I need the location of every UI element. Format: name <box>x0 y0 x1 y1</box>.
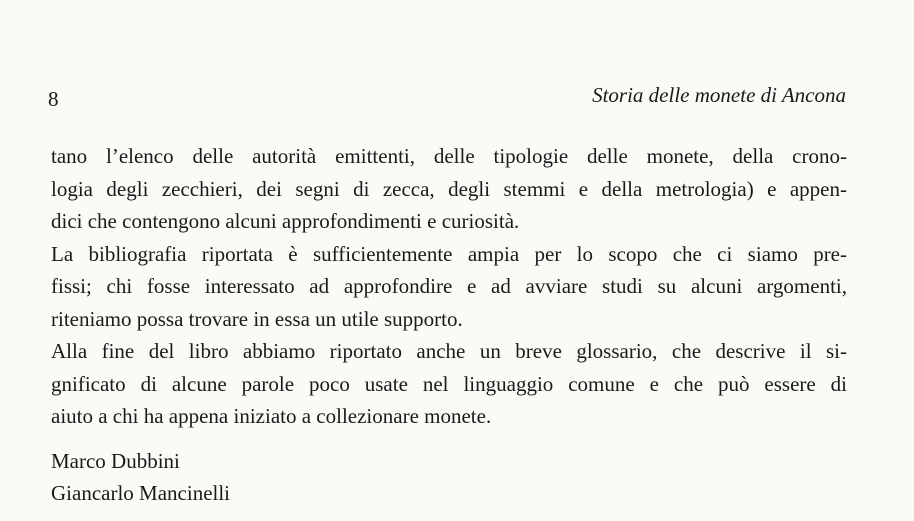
signature <box>51 445 230 509</box>
text-line: dici che contengono alcuni approfondimenti e curiosità. <box>51 209 520 233</box>
text-line: La bibliografia riportata è sufficientemente ampia per lo scopo che ci siamo pre- <box>51 241 847 266</box>
author-name: Giancarlo Mancinelli <box>51 481 231 505</box>
text-line: fissi; chi fosse interessato ad approfondire e ad avviare studi su alcuni argomenti, <box>51 274 847 298</box>
page-number: 8 <box>48 87 59 111</box>
running-title: Storia delle monete di Ancona <box>592 83 846 107</box>
body-text <box>51 140 847 433</box>
text-line: aiuto a chi ha appena iniziato a collezionare monete. <box>51 404 492 428</box>
text-line: gnificato di alcune parole poco usate nel linguaggio comune e che può essere di <box>51 371 847 396</box>
text-line: riteniamo possa trovare in essa un utile supporto. <box>51 306 463 331</box>
author-name: Marco Dubbini <box>51 449 180 473</box>
text-line: Alla fine del libro abbiamo riportato anche un breve glossario, che descrive il si- <box>51 339 847 363</box>
text-line: logia degli zecchieri, dei segni di zecca, degli stemmi e della metrologia) e appen- <box>51 176 847 201</box>
text-line: tano l’elenco delle autorità emittenti, delle tipologie delle monete, della crono- <box>51 144 847 168</box>
